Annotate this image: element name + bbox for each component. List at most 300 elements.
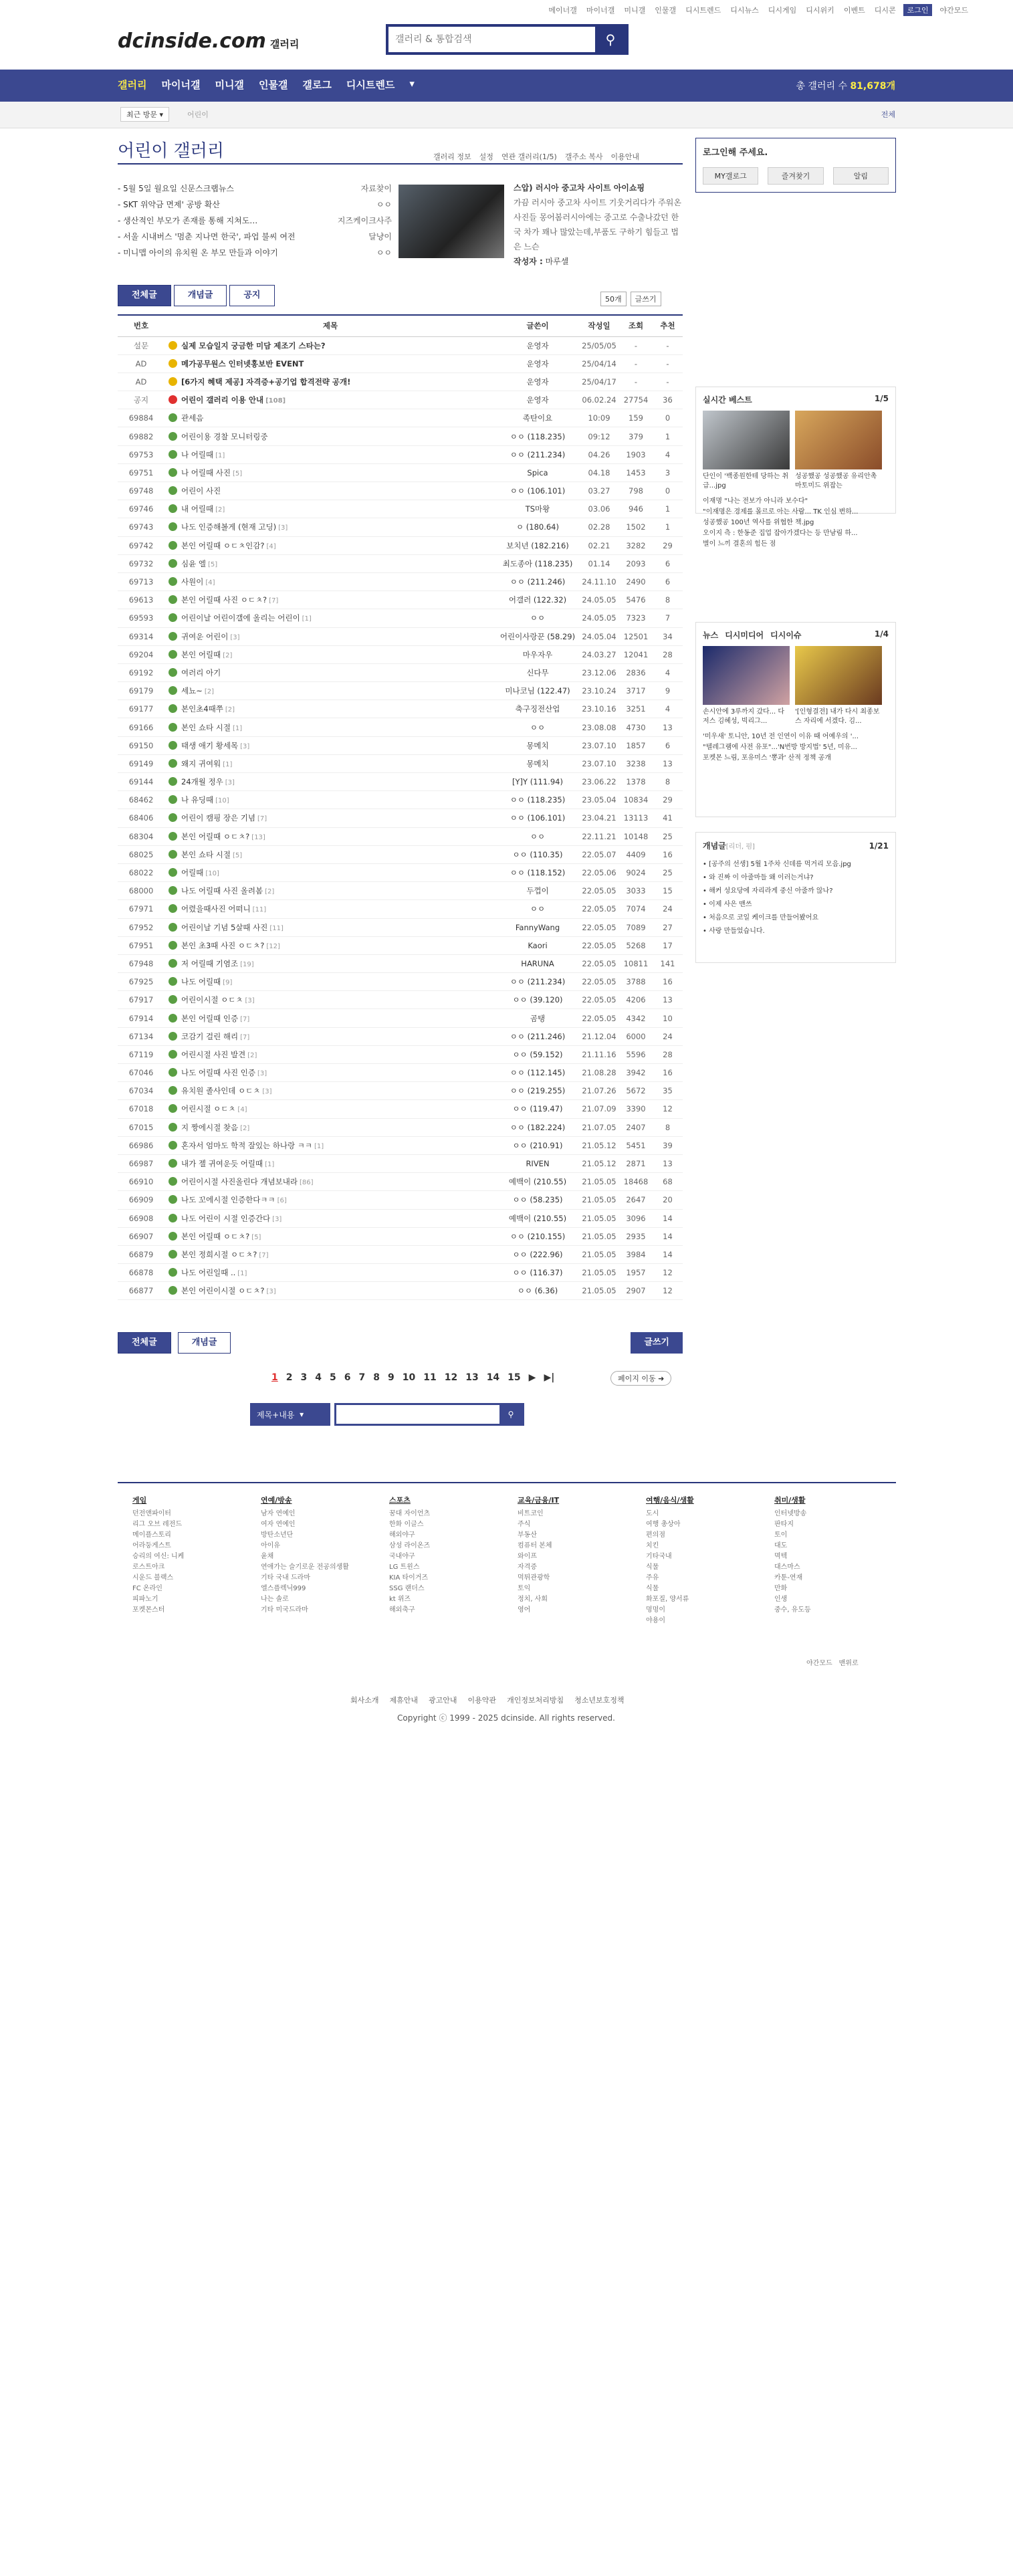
post-title-cell[interactable] (164, 409, 496, 427)
reply-count[interactable]: [1] (215, 451, 225, 459)
sitemap-title[interactable]: 연예/방송 (261, 1496, 292, 1505)
table-row[interactable] (118, 809, 683, 827)
post-writer[interactable]: ㅇㅇ (496, 827, 579, 845)
post-title-cell[interactable] (164, 1100, 496, 1118)
reply-count[interactable]: [6] (277, 1197, 287, 1205)
sitemap-link[interactable]: 리그 오브 레전드 (132, 1521, 182, 1528)
table-row[interactable] (118, 1227, 683, 1245)
sitemap-link[interactable]: 중수, 유도등 (774, 1606, 811, 1614)
post-writer[interactable]: ㅇㅇ (222.96) (496, 1245, 579, 1263)
sitemap-link[interactable]: 영어 (518, 1606, 531, 1614)
post-title-cell[interactable] (164, 1245, 496, 1263)
top-menu-item[interactable]: 디시게임 (768, 6, 797, 15)
top-menu-item[interactable]: 디시콘 (874, 6, 896, 15)
news-thumb[interactable] (703, 646, 790, 705)
search-icon[interactable]: ⚲ (595, 27, 626, 52)
post-writer[interactable]: 최도종아 (118.235) (496, 554, 579, 572)
feature-image[interactable] (399, 185, 504, 258)
news-tab[interactable]: 디시이슈 (770, 631, 802, 640)
table-row[interactable] (118, 1082, 683, 1100)
post-writer[interactable]: HARUNA (496, 954, 579, 972)
gallery-menu-item[interactable]: 갤러리 정보 (433, 152, 471, 161)
post-title-cell[interactable] (164, 1027, 496, 1045)
sitemap-link[interactable]: 먹튀관광학 (518, 1574, 550, 1582)
post-title[interactable]: 어린이날 기념 5살때 사진 (181, 922, 268, 932)
reply-count[interactable]: [1] (302, 615, 312, 623)
best-line[interactable]: 별이 느끼 결혼의 힘든 점 (703, 540, 776, 548)
table-row[interactable] (118, 700, 683, 718)
news-thumb[interactable] (795, 646, 882, 705)
table-row[interactable] (118, 482, 683, 500)
reply-count[interactable]: [3] (230, 633, 240, 641)
post-title[interactable]: 코감기 걸린 해리 (181, 1031, 239, 1041)
list-tool-button[interactable]: 50개 (600, 292, 627, 306)
top-menu-item[interactable]: 미니갤 (624, 6, 646, 15)
gnb-item[interactable]: 갤로그 (302, 79, 332, 91)
post-title[interactable]: 본인 쇼타 시절 (181, 722, 231, 732)
sitemap-link[interactable]: 만화 (774, 1585, 788, 1592)
best-line[interactable]: 오이지 측 : 한동준 집업 잡아가겠다는 등 만남림 하... (703, 530, 858, 537)
post-title[interactable]: 혼자서 엄마도 학적 잘있는 하나랑 ㅋㅋ (181, 1140, 313, 1150)
concept-item[interactable]: • 사랑 만들었습니다. (703, 928, 765, 935)
sitemap-link[interactable]: 기타 미국드라마 (261, 1606, 308, 1614)
top-menu-item[interactable]: 야간모드 (939, 6, 968, 15)
reply-count[interactable]: [9] (223, 979, 233, 987)
post-title[interactable]: 본인 어릴때 사진 ㅇㄷㅊ? (181, 595, 267, 605)
top-menu-item[interactable]: 디시위키 (806, 6, 834, 15)
table-row[interactable] (118, 372, 683, 391)
reply-count[interactable]: [2] (223, 651, 233, 659)
post-title[interactable]: 심윤 엘 (181, 558, 206, 568)
sitemap-link[interactable]: 로스트아크 (132, 1564, 165, 1571)
best-caption[interactable]: 성공했공 성공했공 유리안촉 마토미드 위잡는 (795, 473, 877, 490)
post-title-cell[interactable] (164, 682, 496, 700)
table-row[interactable] (118, 409, 683, 427)
post-title-cell[interactable] (164, 1136, 496, 1154)
sitemap-link[interactable]: 토이 (774, 1531, 788, 1539)
table-row[interactable] (118, 645, 683, 663)
post-title-cell[interactable] (164, 718, 496, 736)
post-title-cell[interactable] (164, 372, 496, 391)
post-title[interactable]: 실제 모습일지 궁금한 미담 제조기 스타는? (181, 340, 326, 350)
news-page[interactable]: 1/4 (874, 629, 889, 639)
table-row[interactable] (118, 991, 683, 1009)
top-menu-item[interactable]: 디시트렌드 (685, 6, 721, 15)
post-title[interactable]: 어린이날 어린이갤에 올리는 어린이 (181, 613, 300, 623)
post-title[interactable]: 본인 어릴때 ㅇㄷㅊ? (181, 831, 250, 841)
post-writer[interactable]: ㅇㅇ (58.235) (496, 1191, 579, 1209)
sitemap-link[interactable]: 여자 연예인 (261, 1521, 296, 1528)
post-title-cell[interactable] (164, 645, 496, 663)
news-row[interactable] (118, 213, 392, 229)
page-link[interactable]: 15 (508, 1372, 521, 1383)
top-menu-item[interactable]: 디시뉴스 (730, 6, 759, 15)
sitemap-link[interactable]: 기타 국내 드라마 (261, 1574, 310, 1582)
sitemap-link[interactable]: 아이유 (261, 1542, 280, 1549)
post-writer[interactable]: 운영자 (496, 354, 579, 372)
sitemap-link[interactable]: 야용이 (646, 1617, 665, 1624)
table-row[interactable] (118, 391, 683, 409)
all-link[interactable]: 전체 (881, 110, 895, 119)
table-row[interactable] (118, 954, 683, 972)
post-writer[interactable]: 마우자우 (496, 645, 579, 663)
sitemap-title[interactable]: 교육/금융/IT (518, 1496, 560, 1505)
post-writer[interactable]: 몽메치 (496, 754, 579, 772)
page-link[interactable]: 9 (388, 1372, 395, 1383)
post-writer[interactable]: Kaori (496, 936, 579, 954)
concept-item[interactable]: • 이제 사은 맨쓰 (703, 901, 752, 908)
table-row[interactable] (118, 1027, 683, 1045)
write-button[interactable]: 글쓰기 (631, 1332, 683, 1354)
sitemap-link[interactable]: 한화 이글스 (389, 1521, 424, 1528)
post-title-cell[interactable] (164, 1045, 496, 1063)
bottom-search-input[interactable] (334, 1403, 524, 1426)
reply-count[interactable]: [4] (266, 542, 276, 550)
post-title[interactable]: 내 어릴때 (181, 504, 214, 514)
reply-count[interactable]: [1] (265, 1161, 275, 1169)
reply-count[interactable]: [10] (215, 797, 229, 805)
table-row[interactable] (118, 936, 683, 954)
post-title[interactable]: 나도 어릴때 (181, 977, 221, 987)
gnb-item[interactable]: 미니갤 (215, 79, 244, 91)
post-title[interactable]: 사원이 (181, 577, 204, 587)
post-title-cell[interactable] (164, 536, 496, 554)
sitemap-link[interactable]: 정치, 사회 (518, 1596, 548, 1603)
sitemap-link[interactable]: SSG 랜더스 (389, 1585, 425, 1592)
sitemap-link[interactable]: 비트코인 (518, 1510, 544, 1517)
post-title[interactable]: 나도 어린이 시절 인증간다 (181, 1213, 271, 1223)
post-title[interactable]: 나도 어릴때 사진 인증 (181, 1068, 255, 1078)
post-title[interactable]: 왜지 귀여워 (181, 758, 221, 768)
sitemap-link[interactable]: 해외야구 (389, 1531, 415, 1539)
sitemap-link[interactable]: 편의점 (646, 1531, 665, 1539)
post-writer[interactable]: TS마왕 (496, 500, 579, 518)
gnb-item[interactable]: 인물갤 (258, 79, 288, 91)
table-row[interactable] (118, 900, 683, 918)
login-prompt[interactable]: 로그인해 주세요. (703, 148, 768, 158)
post-writer[interactable]: ㅇㅇ (210.155) (496, 1227, 579, 1245)
page-link[interactable]: 3 (300, 1372, 308, 1383)
top-menu-item[interactable]: 마이너갤 (586, 6, 615, 15)
sitemap-link[interactable]: KIA 타이거즈 (389, 1574, 429, 1582)
news-title[interactable]: - 5월 5일 월요일 신문스크랩뉴스 (118, 184, 234, 193)
sitemap-link[interactable]: 나는 솔로 (261, 1596, 289, 1603)
news-title[interactable]: - 생산적인 부모가 존재를 통해 지쳐도… (118, 216, 258, 225)
post-title[interactable]: 귀여운 어린이 (181, 631, 229, 641)
table-row[interactable] (118, 554, 683, 572)
reply-count[interactable]: [5] (232, 851, 243, 859)
search-icon[interactable]: ⚲ (499, 1405, 522, 1424)
post-title-cell[interactable] (164, 1264, 496, 1282)
table-row[interactable] (118, 663, 683, 681)
login-box-button[interactable]: MY갤로그 (703, 167, 758, 185)
post-title[interactable]: 어린이 캠핑 장은 기념 (181, 813, 255, 823)
table-row[interactable] (118, 609, 683, 627)
gallery-menu-item[interactable]: 설정 (479, 152, 493, 161)
post-title-cell[interactable] (164, 1191, 496, 1209)
post-title[interactable]: 어린시절 사진 발견 (181, 1049, 246, 1059)
post-title-cell[interactable] (164, 554, 496, 572)
page-link[interactable]: 6 (344, 1372, 351, 1383)
post-writer[interactable]: ㅇㅇ (496, 609, 579, 627)
top-menu-item[interactable]: 로그인 (903, 4, 933, 16)
table-row[interactable] (118, 1064, 683, 1082)
post-title[interactable]: 관세음 (181, 413, 204, 423)
sitemap-link[interactable]: 주식 (518, 1521, 531, 1528)
next-page-icon[interactable]: ▶ (528, 1372, 536, 1383)
table-row[interactable] (118, 354, 683, 372)
best-line[interactable]: 성공했공 100년 역사를 위협한 책.jpg (703, 519, 814, 526)
footer-link[interactable]: 광고안내 (429, 1696, 457, 1705)
news-caption[interactable]: 손시안에 3루까지 갔다... 다저스 김혜성, 빅리그... (703, 708, 785, 725)
table-row[interactable] (118, 591, 683, 609)
table-row[interactable] (118, 1209, 683, 1227)
table-row[interactable] (118, 1264, 683, 1282)
post-title-cell[interactable] (164, 845, 496, 863)
page-link[interactable]: 1 (271, 1372, 278, 1383)
sitemap-link[interactable]: 주유 (646, 1574, 659, 1582)
reply-count[interactable]: [2] (247, 1051, 257, 1059)
post-title-cell[interactable] (164, 591, 496, 609)
post-title[interactable]: 본인 어릴때 ㅇㄷㅊ? (181, 1231, 250, 1241)
sitemap-title[interactable]: 취미/생활 (774, 1496, 806, 1505)
footer-link[interactable]: 청소년보호정책 (574, 1696, 625, 1705)
post-title[interactable]: 나도 꼬에시절 인증한다ㅋㅋ (181, 1195, 275, 1205)
feature-title[interactable]: 스압) 러시아 중고차 사이트 아이쇼핑 (514, 183, 645, 193)
post-writer[interactable]: ㅇㅇ (59.152) (496, 1045, 579, 1063)
gnb-item[interactable]: 마이너갤 (161, 79, 201, 91)
post-writer[interactable]: Spica (496, 463, 579, 481)
reply-count[interactable]: [3] (225, 779, 235, 787)
reply-count[interactable]: [7] (269, 597, 279, 605)
post-writer[interactable]: ㅇㅇ (118.235) (496, 427, 579, 445)
post-writer[interactable]: ㅇㅇ (219.255) (496, 1082, 579, 1100)
table-row[interactable] (118, 845, 683, 863)
table-row[interactable] (118, 518, 683, 536)
table-row[interactable] (118, 718, 683, 736)
post-writer[interactable]: ㅇㅇ (211.234) (496, 445, 579, 463)
post-writer[interactable]: ㅇㅇ (211.234) (496, 973, 579, 991)
top-menu-item[interactable]: 인물갤 (655, 6, 677, 15)
table-row[interactable] (118, 536, 683, 554)
post-title-cell[interactable] (164, 1173, 496, 1191)
best-thumb[interactable] (795, 411, 882, 469)
post-title-cell[interactable] (164, 445, 496, 463)
post-title-cell[interactable] (164, 1209, 496, 1227)
table-row[interactable] (118, 1282, 683, 1300)
sitemap-link[interactable]: 멍멍이 (646, 1606, 665, 1614)
reply-count[interactable]: [7] (257, 815, 267, 823)
news-line[interactable]: "텔레그램에 사전 유포"...'N번방 방지법' 5년, 미유... (703, 744, 857, 751)
post-title[interactable]: 세뇨~ (181, 686, 203, 696)
post-writer[interactable]: ㅇㅇ (118.152) (496, 863, 579, 881)
reply-count[interactable]: [13] (251, 833, 265, 841)
sitemap-link[interactable]: 승리의 여신: 니케 (132, 1553, 185, 1560)
news-line[interactable]: '미우새' 토니안, 10년 전 인연이 이유 때 어예우의 '... (703, 733, 859, 740)
reply-count[interactable]: [108] (265, 397, 286, 405)
tab-0[interactable]: 전체글 (118, 285, 171, 306)
post-writer[interactable]: ㅇㅇ (106.101) (496, 482, 579, 500)
news-title[interactable]: - 미니맵 아이의 유치원 온 부모 만들과 이야기 (118, 248, 278, 257)
sitemap-link[interactable]: 연애가는 슬기로운 전공의생활 (261, 1564, 349, 1571)
post-writer[interactable]: 운영자 (496, 372, 579, 391)
sitemap-link[interactable]: 인생 (774, 1596, 788, 1603)
reply-count[interactable]: [3] (278, 524, 288, 532)
sitemap-link[interactable]: 대도 (774, 1542, 788, 1549)
login-box-button[interactable]: 즐겨찾기 (768, 167, 823, 185)
post-title[interactable]: 본인 어린이시절 ㅇㄷㅊ? (181, 1286, 265, 1296)
reply-count[interactable]: [7] (240, 1033, 250, 1041)
post-writer[interactable]: 두껍이 (496, 882, 579, 900)
reply-count[interactable]: [3] (257, 1070, 267, 1078)
table-row[interactable] (118, 336, 683, 354)
sitemap-link[interactable]: kt 위즈 (389, 1596, 411, 1603)
footer-link[interactable]: 이용약관 (467, 1696, 497, 1705)
concept-page[interactable]: 1/21 (869, 841, 889, 851)
post-writer[interactable]: ㅇㅇ (496, 718, 579, 736)
sitemap-link[interactable]: 치킨 (646, 1542, 659, 1549)
page-link[interactable]: 2 (286, 1372, 293, 1383)
table-row[interactable] (118, 1045, 683, 1063)
sitemap-link[interactable]: 기타국내 (646, 1553, 672, 1560)
sitemap-link[interactable]: FC 온라인 (132, 1585, 162, 1592)
reply-count[interactable]: [10] (205, 870, 219, 878)
table-row[interactable] (118, 791, 683, 809)
post-title-cell[interactable] (164, 973, 496, 991)
post-title-cell[interactable] (164, 1118, 496, 1136)
reply-count[interactable]: [1] (232, 724, 243, 732)
sitemap-link[interactable]: 던전앤파이터 (132, 1510, 171, 1517)
table-row[interactable] (118, 918, 683, 936)
sitemap-link[interactable]: 피파노기 (132, 1596, 158, 1603)
post-title-cell[interactable] (164, 900, 496, 918)
table-row[interactable] (118, 1009, 683, 1027)
table-row[interactable] (118, 827, 683, 845)
table-row[interactable] (118, 973, 683, 991)
post-writer[interactable]: 예백이 (210.55) (496, 1173, 579, 1191)
post-title[interactable]: 본인 정희시절 ㅇㄷㅊ? (181, 1249, 257, 1259)
post-title[interactable]: 유치원 졸사인데 ㅇㄷㅊ (181, 1086, 261, 1096)
search-type-select[interactable]: 제목+내용 ▾ (250, 1403, 330, 1426)
post-writer[interactable]: 운영자 (496, 336, 579, 354)
reply-count[interactable]: [2] (204, 688, 215, 696)
sitemap-link[interactable]: 포켓몬스터 (132, 1606, 165, 1614)
post-title[interactable]: 어린이 사진 (181, 486, 221, 496)
sitemap-link[interactable]: 대스마스 (774, 1564, 800, 1571)
news-caption[interactable]: '[인형결전] 내가 다시 최종보스 자리에 서겠다. 김... (795, 708, 880, 725)
post-title[interactable]: 어린이시절 ㅇㄷㅊ (181, 995, 243, 1005)
post-writer[interactable]: FannyWang (496, 918, 579, 936)
news-tab[interactable]: 디시미디어 (725, 631, 764, 640)
page-link[interactable]: 13 (465, 1372, 479, 1383)
post-title[interactable]: 여러리 아기 (181, 667, 221, 677)
post-title[interactable]: 어린이용 경찰 모니터링중 (181, 431, 268, 441)
news-tab[interactable]: 뉴스 (703, 631, 719, 640)
post-title[interactable]: 어린이시절 사진올린다 개념보내라 (181, 1177, 298, 1187)
reply-count[interactable]: [5] (207, 560, 218, 568)
footer-mini-link[interactable]: 야간모드 (806, 1660, 832, 1667)
sitemap-link[interactable]: 부동산 (518, 1531, 537, 1539)
post-title[interactable]: 나도 어린일때 .. (181, 1268, 236, 1278)
table-row[interactable] (118, 1173, 683, 1191)
best-caption[interactable]: 단인이 '백종원한테 당하는 취급...jpg (703, 473, 789, 490)
page-link[interactable]: 5 (330, 1372, 336, 1383)
sitemap-link[interactable]: 삼성 라이온즈 (389, 1542, 431, 1549)
post-writer[interactable]: 곰탱 (496, 1009, 579, 1027)
reply-count[interactable]: [4] (237, 1106, 247, 1114)
table-row[interactable] (118, 1118, 683, 1136)
tab-2[interactable]: 공지 (229, 285, 274, 306)
reply-count[interactable]: [1] (237, 1270, 247, 1278)
post-title[interactable]: 본인 어릴때 ㅇㄷㅊ인감? (181, 540, 265, 550)
best-line[interactable]: 이재명 "나는 전보가 아니라 보수다" (703, 498, 808, 505)
sitemap-link[interactable]: 윤채 (261, 1553, 274, 1560)
post-writer[interactable]: ㅇㅇ (211.246) (496, 1027, 579, 1045)
post-title-cell[interactable] (164, 773, 496, 791)
reply-count[interactable]: [12] (266, 942, 280, 950)
login-box-button[interactable]: 알림 (833, 167, 889, 185)
table-row[interactable] (118, 1154, 683, 1172)
post-title-cell[interactable] (164, 1064, 496, 1082)
sitemap-link[interactable]: 방탄소년단 (261, 1531, 294, 1539)
post-title-cell[interactable] (164, 336, 496, 354)
reply-count[interactable]: [3] (272, 1215, 282, 1223)
page-link[interactable]: 12 (444, 1372, 458, 1383)
post-title[interactable]: 내가 젤 귀여운듯 어릴때 (181, 1159, 263, 1169)
sitemap-link[interactable]: 카툰-연재 (774, 1574, 803, 1582)
concept-item[interactable]: • [공주의 선생] 5월 1주차 신데름 먹거리 모음.jpg (703, 861, 851, 868)
sitemap-link[interactable]: 국내야구 (389, 1553, 415, 1560)
post-title-cell[interactable] (164, 827, 496, 845)
news-row[interactable] (118, 229, 392, 245)
reply-count[interactable]: [2] (240, 1124, 250, 1132)
post-title[interactable]: 24개월 정우 (181, 777, 223, 787)
page-link[interactable]: 11 (423, 1372, 437, 1383)
sitemap-link[interactable]: 화포질, 양서류 (646, 1596, 689, 1603)
post-title[interactable]: 저 어릴때 기염조 (181, 958, 239, 968)
top-menu-item[interactable]: 메이너갤 (548, 6, 577, 15)
post-writer[interactable]: 운영자 (496, 391, 579, 409)
post-title-cell[interactable] (164, 991, 496, 1009)
reply-count[interactable]: [86] (299, 1179, 314, 1187)
reply-count[interactable]: [3] (245, 997, 255, 1005)
gnb-item[interactable]: 갤러리 (118, 79, 147, 91)
post-writer[interactable]: ㅇㅇ (6.36) (496, 1282, 579, 1300)
post-title-cell[interactable] (164, 918, 496, 936)
post-writer[interactable]: ㅇㅇ (39.120) (496, 991, 579, 1009)
footer-link[interactable]: 개인정보처리방침 (507, 1696, 564, 1705)
sitemap-link[interactable]: 식물 (646, 1564, 659, 1571)
news-row[interactable] (118, 181, 392, 197)
recent-visit-button[interactable]: 최근 방문 ▾ (120, 107, 169, 122)
reply-count[interactable]: [11] (269, 924, 284, 932)
reply-count[interactable]: [2] (215, 506, 225, 514)
post-title-cell[interactable] (164, 791, 496, 809)
post-writer[interactable]: 어갤러 (122.32) (496, 591, 579, 609)
post-title[interactable]: 본인 쇼타 시절 (181, 849, 231, 859)
post-title[interactable]: 본인 어릴때 (181, 649, 221, 659)
post-title-cell[interactable] (164, 1154, 496, 1172)
reply-count[interactable]: [3] (262, 1088, 272, 1096)
sitemap-link[interactable]: 꿈대 자이언츠 (389, 1510, 431, 1517)
sitemap-link[interactable]: 인터넷방송 (774, 1510, 807, 1517)
sitemap-link[interactable]: 시운드 블랙스 (132, 1574, 174, 1582)
sitemap-link[interactable]: 판타지 (774, 1521, 794, 1528)
post-title-cell[interactable] (164, 609, 496, 627)
reply-count[interactable]: [5] (232, 469, 243, 477)
concept-item[interactable]: • 처음으로 코일 케이크를 만들어봤어요 (703, 914, 819, 922)
post-title[interactable]: 어린이 갤러리 이용 안내 (181, 395, 264, 405)
